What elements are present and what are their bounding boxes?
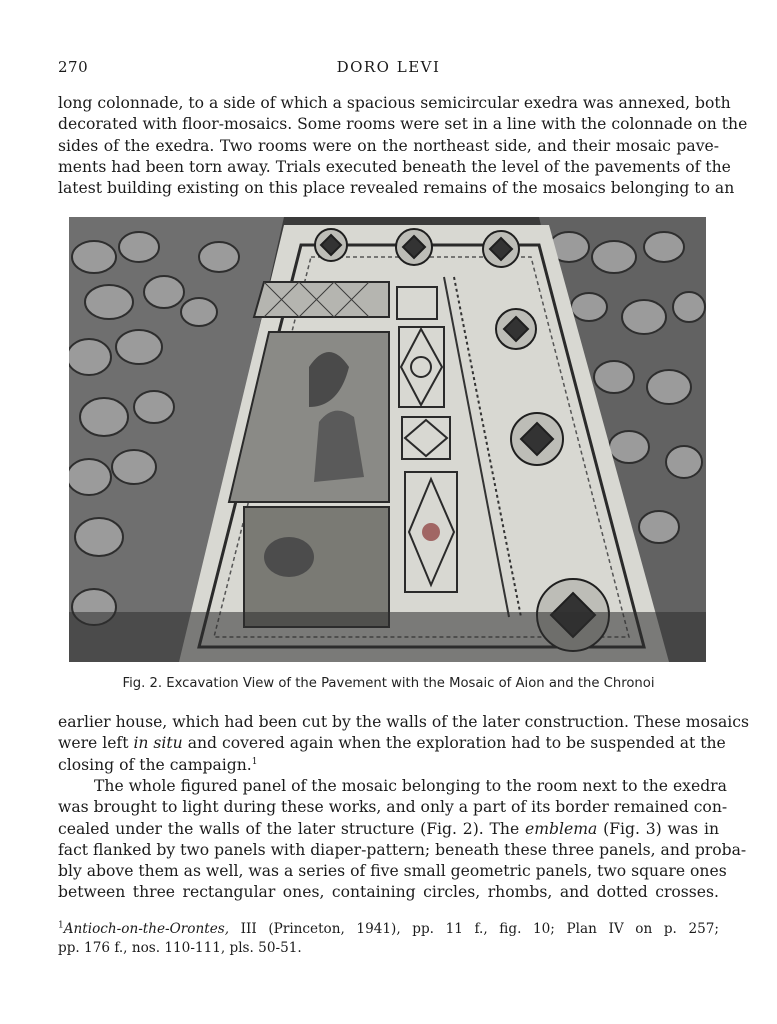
- footnote-line: [58, 920, 719, 939]
- figure-caption: Fig. 2. Excavation View of the Pavement with the Mosaic of Aion and the Chronoi: [122, 676, 655, 691]
- paragraph-3: [58, 776, 747, 904]
- text-run: III (Princeton, 1941), pp. 11 f., fig. 10; Plan IV on p. 257;: [229, 921, 719, 937]
- text-run: cealed under the walls of the later structure (Fig. 2). The: [58, 819, 526, 838]
- text-line: bly above them as well, was a series of five small geometric panels, two square ones: [58, 862, 727, 881]
- paragraph-2: [58, 712, 749, 776]
- text-line: [58, 733, 726, 754]
- footnote: [58, 920, 719, 958]
- italic-term: emblema: [525, 819, 598, 838]
- running-title: DORO LEVI: [336, 58, 441, 76]
- text-line: The whole figured panel of the mosaic belonging to the room next to the exedra: [94, 777, 727, 795]
- text-line: decorated with floor-mosaics. Some rooms were set in a line with the colonnade on the: [58, 115, 748, 134]
- mosaic-photo-illustration: [69, 217, 706, 662]
- footnote-marker: 1: [58, 920, 64, 931]
- running-header: [58, 58, 719, 78]
- footnote-reference[interactable]: 1: [251, 756, 258, 767]
- text-line: fact flanked by two panels with diaper-pattern; beneath these three panels, and proba-: [58, 840, 747, 859]
- page-number: 270: [58, 58, 89, 76]
- footnote-line: pp. 176 f., nos. 110-111, pls. 50-51.: [58, 940, 302, 956]
- text-line: long colonnade, to a side of which a spacious semicircular exedra was annexed, both: [58, 94, 731, 112]
- text-line: [58, 819, 719, 840]
- text-line: [58, 755, 719, 776]
- excavation-photograph: [69, 217, 706, 662]
- italic-term: in situ: [133, 734, 183, 753]
- text-run: closing of the campaign.: [58, 755, 252, 774]
- footnote-title: Antioch-on-the-Orontes,: [63, 921, 230, 937]
- text-line: sides of the exedra. Two rooms were on the northeast side, and their mosaic pave-: [58, 136, 719, 155]
- text-run: (Fig. 3) was in: [597, 819, 720, 838]
- paragraph-1: [58, 93, 748, 199]
- text-line: earlier house, which had been cut by the walls of the later construction. These mosaics: [58, 713, 749, 731]
- text-run: and covered again when the exploration had to be suspended at the: [182, 734, 726, 753]
- text-line: between three rectangular ones, containing circles, rhombs, and dotted crosses.: [58, 883, 719, 902]
- text-line: latest building existing on this place revealed remains of the mosaics belonging to an: [58, 179, 735, 198]
- text-line: was brought to light during these works, and only a part of its border remained con-: [58, 798, 728, 817]
- text-run: were left: [58, 734, 134, 753]
- text-line: ments had been torn away. Trials executed beneath the level of the pavements of the: [58, 157, 731, 176]
